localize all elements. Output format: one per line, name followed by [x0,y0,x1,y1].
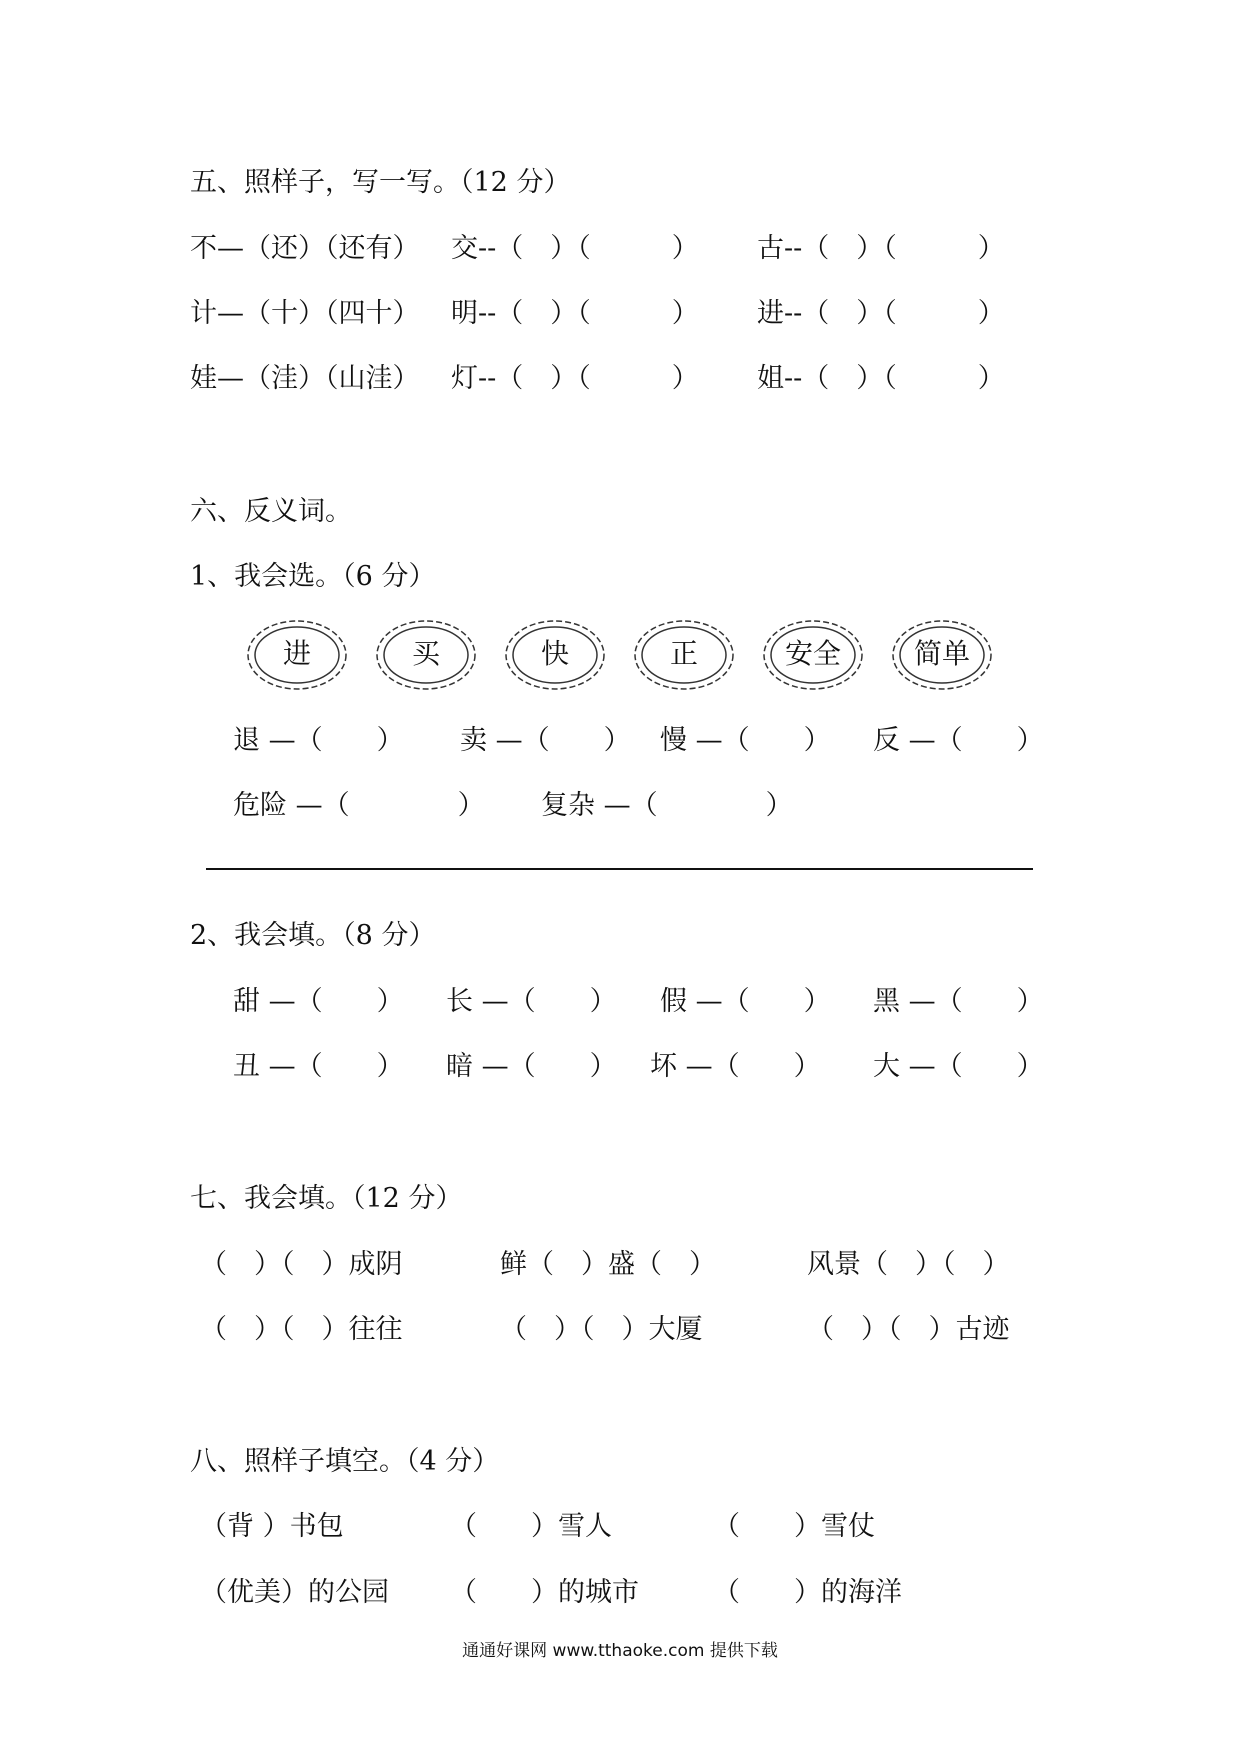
fill-cell[interactable]: 大 —（ ） [873,1051,1044,1082]
section7-heading: 七、我会填。（12 分） [190,1183,463,1214]
fill-cell[interactable]: 反 —（ ） [873,725,1044,756]
fill-cell[interactable]: 明--（ ）（ ） [451,298,699,329]
example-cell: （背 ）书包 [200,1511,344,1542]
fill-cell[interactable]: 古--（ ）（ ） [757,233,1005,264]
example-cell: 娃—（洼）（山洼） [190,363,420,394]
fill-cell[interactable]: （ ）（ ）大厦 [500,1314,703,1345]
fill-cell[interactable]: （ ）（ ）往往 [200,1314,403,1345]
footer-text: 通通好课网 www.tthaoke.com 提供下载 [462,1641,778,1661]
fill-cell[interactable]: （ ）雪仗 [713,1511,875,1542]
choice-flower[interactable] [501,616,609,694]
fill-cell[interactable]: 假 —（ ） [660,986,831,1017]
choice-flower[interactable] [372,616,480,694]
fill-cell[interactable]: 黑 —（ ） [873,986,1044,1017]
fill-cell[interactable]: 风景（ ）（ ） [807,1249,1010,1280]
fill-cell[interactable]: 暗 —（ ） [446,1051,617,1082]
choice-flower[interactable] [630,616,738,694]
choice-flower[interactable] [243,616,351,694]
fill-cell[interactable]: 复杂 —（ ） [541,790,793,821]
fill-cell[interactable]: （ ）的海洋 [713,1577,902,1608]
section8-heading: 八、照样子填空。（4 分） [190,1446,500,1477]
choice-label: 进 [282,637,311,670]
section6-part2-heading: 2、我会填。（8 分） [190,920,436,951]
choice-label: 简单 [913,637,970,670]
fill-cell[interactable]: 灯--（ ）（ ） [451,363,699,394]
example-cell: （优美）的公园 [200,1577,389,1608]
fill-cell[interactable]: （ ）（ ）成阴 [200,1249,403,1280]
fill-cell[interactable]: 危险 —（ ） [233,790,485,821]
fill-cell[interactable]: 退 —（ ） [233,725,404,756]
choice-label: 正 [669,637,698,670]
choice-label: 快 [540,637,569,670]
section5-heading: 五、照样子，写一写。（12 分） [190,167,571,198]
choice-label: 买 [411,637,440,670]
fill-cell[interactable]: 交--（ ）（ ） [451,233,699,264]
fill-cell[interactable]: 进--（ ）（ ） [757,298,1005,329]
fill-cell[interactable]: 丑 —（ ） [233,1051,404,1082]
fill-cell[interactable]: 鲜（ ）盛（ ） [500,1249,716,1280]
fill-cell[interactable]: 长 —（ ） [446,986,617,1017]
choice-flower[interactable] [759,616,867,694]
fill-cell[interactable]: 坏 —（ ） [650,1051,821,1082]
choice-flower[interactable] [888,616,996,694]
fill-cell[interactable]: 卖 —（ ） [460,725,631,756]
section6-part1-heading: 1、我会选。（6 分） [190,561,436,592]
fill-cell[interactable]: （ ）的城市 [450,1577,639,1608]
divider-line [206,868,1033,870]
fill-cell[interactable]: （ ）雪人 [450,1511,612,1542]
example-cell: 不—（还）（还有） [190,233,420,264]
section6-heading: 六、反义词。 [190,496,352,527]
example-cell: 计—（十）（四十） [190,298,420,329]
fill-cell[interactable]: 慢 —（ ） [660,725,831,756]
fill-cell[interactable]: 姐--（ ）（ ） [757,363,1005,394]
choice-label: 安全 [784,637,841,670]
fill-cell[interactable]: （ ）（ ）古迹 [807,1314,1010,1345]
fill-cell[interactable]: 甜 —（ ） [233,986,404,1017]
